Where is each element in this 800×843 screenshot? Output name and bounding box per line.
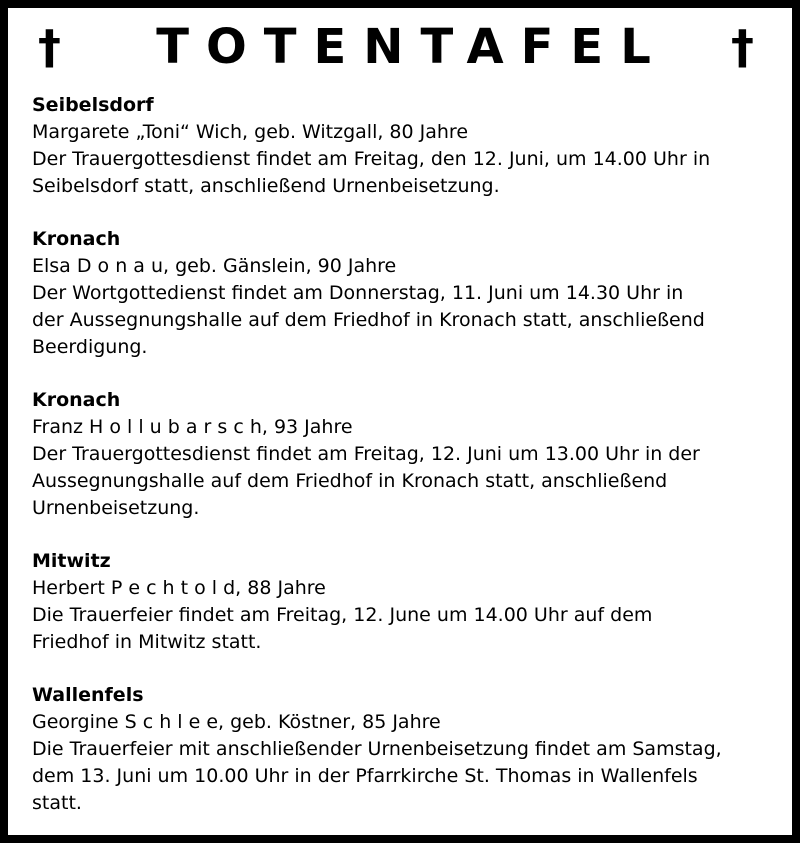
entry-place: Wallenfels [32, 684, 144, 706]
entry-text-line: der Aussegnungshalle auf dem Friedhof in Kronach statt, anschließend [32, 309, 705, 331]
entry-place: Seibelsdorf [32, 94, 154, 116]
entry-text-line: Seibelsdorf statt, anschließend Urnenbeisetzung. [32, 175, 500, 197]
entry-text-line: dem 13. Juni um 10.00 Uhr in der Pfarrkirche St. Thomas in Wallenfels [32, 765, 698, 787]
entry-text-line: Die Trauerfeier mit anschließender Urnenbeisetzung findet am Samstag, [32, 738, 722, 760]
entry-person: Franz H o l l u b a r s c h, 93 Jahre [32, 416, 353, 438]
entry-text-line: Die Trauerfeier findet am Freitag, 12. June um 14.00 Uhr auf dem [32, 604, 653, 626]
cross-icon-right: † [731, 20, 754, 74]
entry-text-line: Friedhof in Mitwitz statt. [32, 631, 262, 653]
header [32, 8, 772, 92]
entry-person: Herbert P e c h t o l d, 88 Jahre [32, 577, 326, 599]
entry-person: Elsa D o n a u, geb. Gänslein, 90 Jahre [32, 255, 397, 277]
entry-text-line: Der Wortgottedienst findet am Donnerstag, 11. Juni um 14.30 Uhr in [32, 282, 684, 304]
entry-text-line: Der Trauergottesdienst findet am Freitag, 12. Juni um 13.00 Uhr in der [32, 443, 700, 465]
entry-text-line: Beerdigung. [32, 336, 148, 358]
entry-seibelsdorf [32, 92, 772, 200]
entry-place: Kronach [32, 389, 121, 411]
entries-list [32, 92, 772, 817]
entry-text-line: Aussegnungshalle auf dem Friedhof in Kronach statt, anschließend [32, 470, 668, 492]
entry-text-line: Der Trauergottesdienst findet am Freitag, den 12. Juni, um 14.00 Uhr in [32, 148, 711, 170]
entry-place: Mitwitz [32, 550, 111, 572]
entry-text-line: statt. [32, 792, 82, 814]
entry-kronach-hollubarsch [32, 387, 772, 522]
entry-person: Georgine S c h l e e, geb. Köstner, 85 Jahre [32, 711, 441, 733]
cross-icon-left: † [38, 20, 61, 74]
entry-text-line: Urnenbeisetzung. [32, 497, 200, 519]
entry-wallenfels [32, 682, 772, 817]
entry-kronach-donau [32, 226, 772, 361]
page-title: TOTENTAFEL [156, 19, 668, 75]
entry-mitwitz [32, 548, 772, 656]
entry-place: Kronach [32, 228, 121, 250]
entry-person: Margarete „Toni“ Wich, geb. Witzgall, 80 Jahre [32, 121, 469, 143]
